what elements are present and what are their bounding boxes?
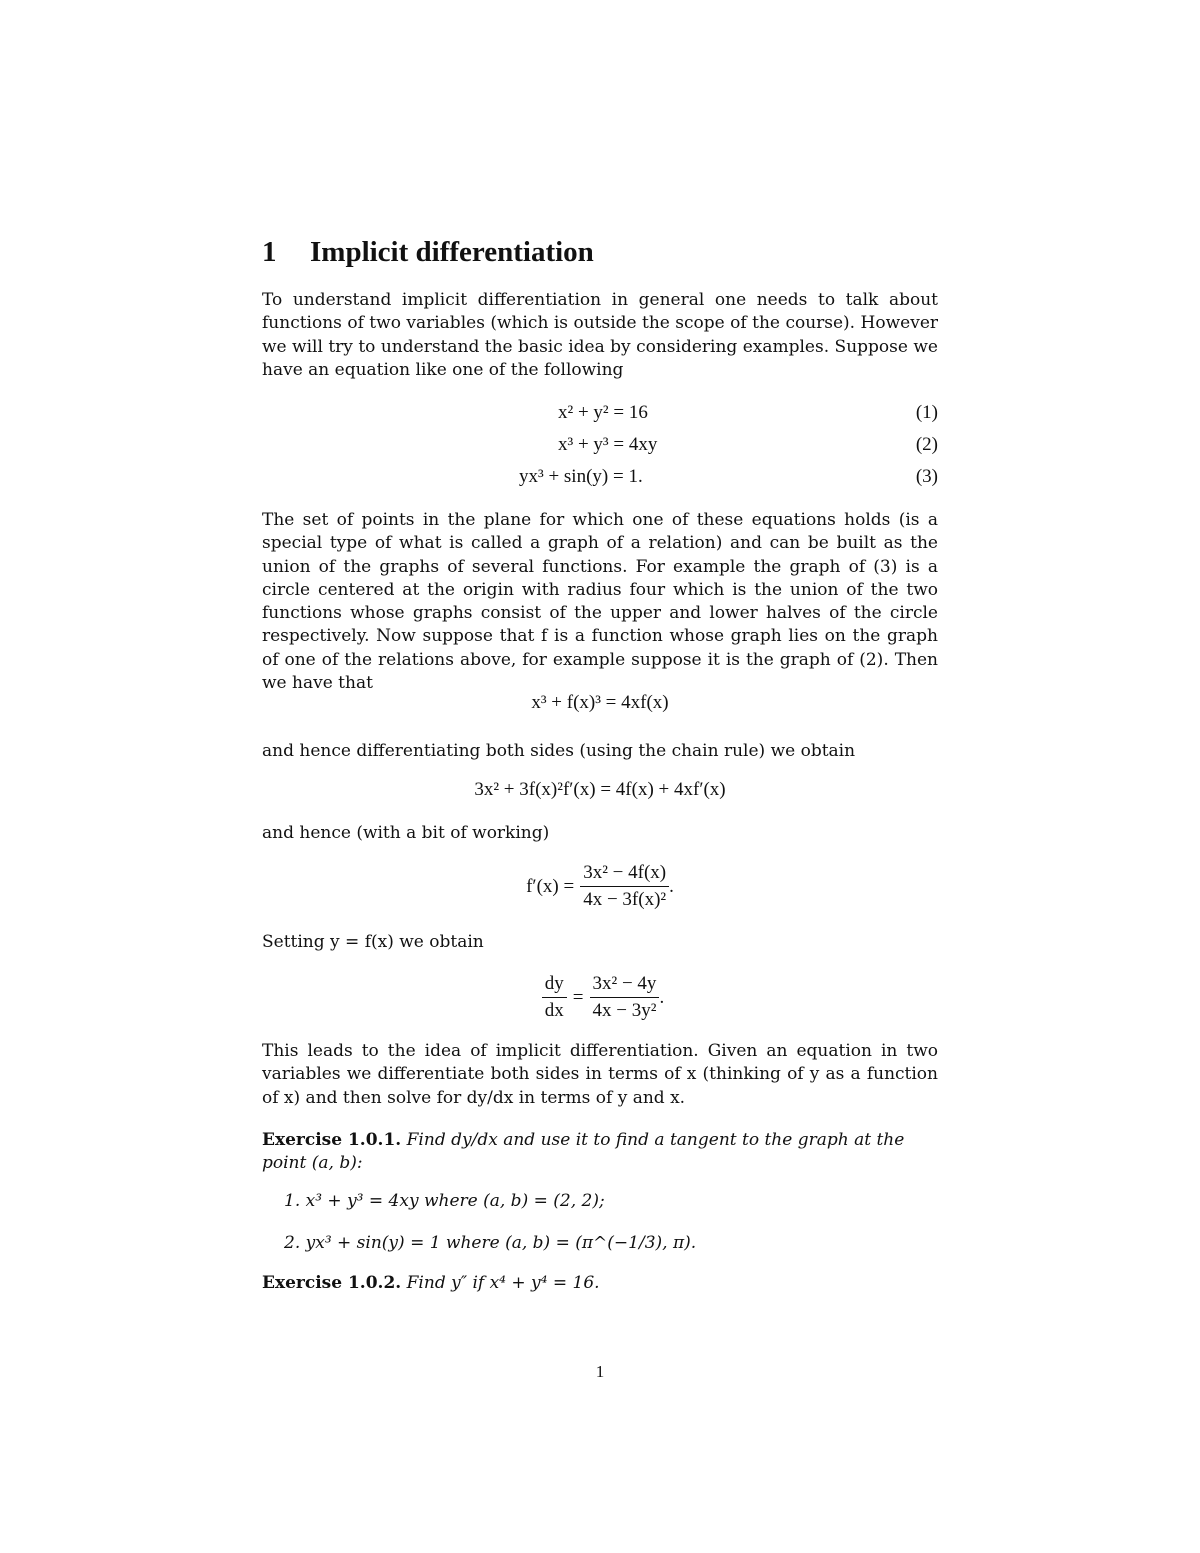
chain-rule-paragraph: and hence differentiating both sides (using the chain rule) we obtain [262, 741, 856, 761]
dy-dx-fraction [542, 973, 567, 1022]
setting-paragraph: Setting y = f(x) we obtain [262, 932, 484, 952]
fraction-numerator: 3x² − 4f(x) [580, 862, 669, 887]
dy-numerator: dy [542, 973, 567, 998]
section-title: Implicit differentiation [310, 236, 594, 268]
fraction-denominator: 4x − 3f(x)² [583, 889, 667, 910]
exercise-1 [262, 1129, 938, 1176]
display-equation-2: 3x² + 3f(x)²f′(x) = 4f(x) + 4xf′(x) [474, 779, 726, 800]
display-equation-4 [262, 973, 938, 1022]
equation-1 [262, 402, 938, 430]
conclusion-paragraph: This leads to the idea of implicit differentiation. Given an equation in two variables we differentiate both sides in terms of x (thinking of y as a function of x) and then solve for dy/dx in terms of y and x. [262, 1041, 938, 1108]
equation-1-body: x² + y² = 16 [558, 402, 648, 423]
equation-1-tag: (1) [915, 402, 938, 423]
page-number: 1 [595, 1362, 605, 1381]
derivative-lhs: f′(x) = [526, 875, 575, 897]
equation-2 [262, 434, 938, 462]
equation-3 [262, 466, 938, 494]
exercise-2-text: Find y″ if x⁴ + y⁴ = 16. [406, 1273, 600, 1293]
section-heading [262, 236, 594, 269]
working-paragraph: and hence (with a bit of working) [262, 823, 550, 843]
document-page [262, 0, 938, 1553]
result-denominator: 4x − 3y² [592, 1000, 657, 1021]
section-number: 1 [262, 236, 277, 268]
exercise-1-item-1: 1. x³ + y³ = 4xy where (a, b) = (2, 2); [284, 1191, 605, 1211]
intro-paragraph: To understand implicit differentiation in general one needs to talk about functions of two variables (which is outside the scope of the course). However we will try to understand the basic idea by considering examples. Suppose we have an equation like one of the following [262, 290, 938, 380]
exercise-1-text: Find dy/dx and use it to find a tangent to the graph at the point (a, b): [262, 1130, 905, 1174]
result-fraction [590, 973, 660, 1022]
exercise-1-label: Exercise 1.0.1. [262, 1130, 402, 1150]
equals-sign: = [572, 986, 584, 1008]
display-equation-3 [262, 862, 938, 911]
equation-3-body: yx³ + sin(y) = 1. [519, 466, 643, 487]
equation-2-tag: (2) [915, 434, 938, 455]
exercise-2 [262, 1272, 938, 1295]
result-numerator: 3x² − 4y [590, 973, 660, 998]
period: . [669, 875, 674, 897]
display-equation-1: x³ + f(x)³ = 4xf(x) [531, 692, 669, 713]
exercise-1-item-2: 2. yx³ + sin(y) = 1 where (a, b) = (π^(−1/3), π). [284, 1233, 697, 1253]
dx-denominator: dx [544, 1000, 564, 1021]
equation-3-tag: (3) [915, 466, 938, 487]
derivative-fraction [580, 862, 669, 911]
period: . [659, 986, 665, 1008]
exercise-2-label: Exercise 1.0.2. [262, 1273, 402, 1293]
equation-2-body: x³ + y³ = 4xy [558, 434, 658, 455]
relation-paragraph: The set of points in the plane for which one of these equations holds (is a special type of what is called a graph of a relation) and can be built as the union of the graphs of several functions. For example the graph of (3) is a circle centered at the origin with radius four which is the union of the two functions whose graphs consist of the upper and lower halves of the circle respectively. Now suppose that f is a function whose graph lies on the graph of one of the relations above, for example suppose it is the graph of (2). Then we have that [262, 510, 938, 694]
